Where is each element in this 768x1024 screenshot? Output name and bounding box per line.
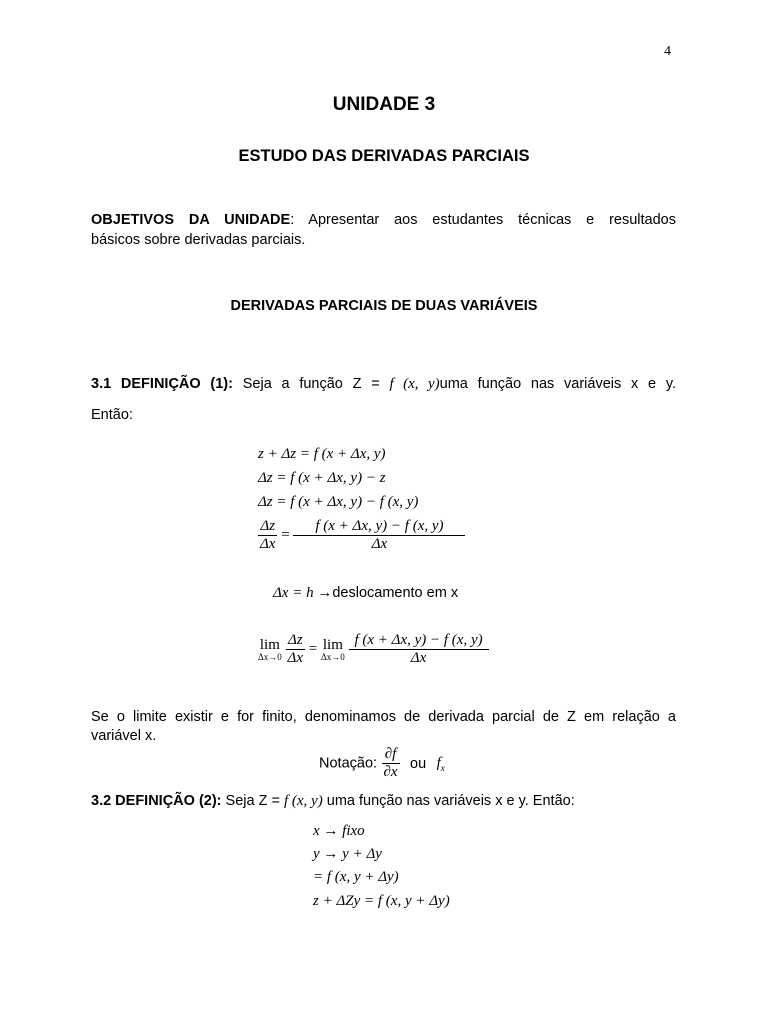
eq4-lhs-fraction	[258, 518, 277, 553]
limit-lhs-den: Δx	[287, 650, 304, 666]
eq4-rhs-fraction	[293, 518, 465, 553]
eq4-lhs-num: Δz	[260, 518, 276, 534]
limit-lhs-num: Δz	[287, 632, 303, 648]
eq-1: z + Δz = f (x + Δx, y)	[258, 446, 386, 462]
lim-word-1: lim	[259, 636, 280, 653]
def1-fxy: f (x, y)	[389, 376, 440, 392]
lim-sub-2: Δx→0	[320, 651, 345, 662]
objectives-text: : Apresentar aos estudantes técnicas e resultados	[290, 212, 676, 228]
def1-label: 3.1 DEFINIÇÃO (1):	[91, 376, 233, 392]
equals-sign: =	[308, 640, 318, 657]
lim-word-2: lim	[322, 636, 343, 653]
eq-4	[258, 518, 465, 553]
eq4-rhs-den: Δx	[293, 535, 465, 553]
def1-statement	[91, 376, 676, 393]
def2-label: 3.2 DEFINIÇÃO (2):	[91, 793, 222, 809]
def2-eq-4: z + ΔZy = f (x, y + Δy)	[313, 893, 450, 909]
limit-operator-1	[258, 638, 282, 662]
notation-alt-sub: x	[440, 762, 445, 773]
notation-num: ∂f	[384, 746, 397, 762]
def2-statement	[91, 793, 575, 810]
unit-subtitle: ESTUDO DAS DERIVADAS PARCIAIS	[238, 147, 530, 165]
objectives-label: OBJETIVOS DA UNIDADE	[91, 212, 291, 228]
page-number: 4	[664, 44, 671, 59]
h-def-math: Δx = h →	[273, 585, 333, 601]
limit-rhs-fraction	[349, 632, 489, 667]
notation-fraction	[382, 746, 400, 781]
limit-equation	[258, 632, 489, 667]
notation-alt	[437, 755, 445, 771]
def1-then: Então:	[91, 407, 133, 423]
def2-eq-3: = f (x, y + Δy)	[313, 869, 399, 885]
notation-or: ou	[410, 755, 427, 772]
eq4-lhs-den: Δx	[260, 536, 276, 552]
limit-rhs-num: f (x + Δx, y) − f (x, y)	[354, 632, 483, 648]
unit-title: UNIDADE 3	[332, 94, 436, 115]
def2-text-a: Seja Z =	[225, 793, 280, 809]
def2-fxy: f (x, y)	[283, 793, 323, 809]
objectives-line1	[91, 212, 676, 228]
def2-eq-2: y → y + Δy	[313, 846, 382, 862]
h-definition	[273, 584, 458, 602]
equals-sign: =	[281, 526, 290, 543]
objectives-line2: básicos sobre derivadas parciais.	[91, 232, 306, 248]
def2-eq-1: x → fixo	[313, 823, 365, 839]
notation-label: Notação:	[319, 755, 378, 772]
limit-lhs-fraction	[286, 632, 305, 667]
def1-text-a: Seja a função Z =	[242, 376, 380, 392]
eq4-rhs-num: f (x + Δx, y) − f (x, y)	[315, 518, 444, 534]
def2-text-b: uma função nas variáveis x e y. Então:	[326, 793, 575, 809]
limit-text-line2: variável x.	[91, 728, 157, 744]
h-def-text: deslocamento em x	[332, 585, 459, 601]
notation	[319, 746, 445, 781]
lim-sub-1: Δx→0	[258, 651, 282, 662]
limit-text-line1: Se o limite existir e for finito, denominamos de derivada parcial de Z em relação a	[91, 709, 676, 725]
limit-operator-2	[321, 638, 345, 662]
eq-3: Δz = f (x + Δx, y) − f (x, y)	[258, 494, 419, 510]
notation-alt-f: f	[436, 754, 441, 771]
limit-rhs-den: Δx	[349, 649, 489, 667]
eq-2: Δz = f (x + Δx, y) − z	[258, 470, 386, 486]
section-heading: DERIVADAS PARCIAIS DE DUAS VARIÁVEIS	[230, 298, 538, 314]
def1-text-b: uma função nas variáveis x e y.	[439, 376, 677, 392]
notation-den: ∂x	[383, 764, 398, 780]
